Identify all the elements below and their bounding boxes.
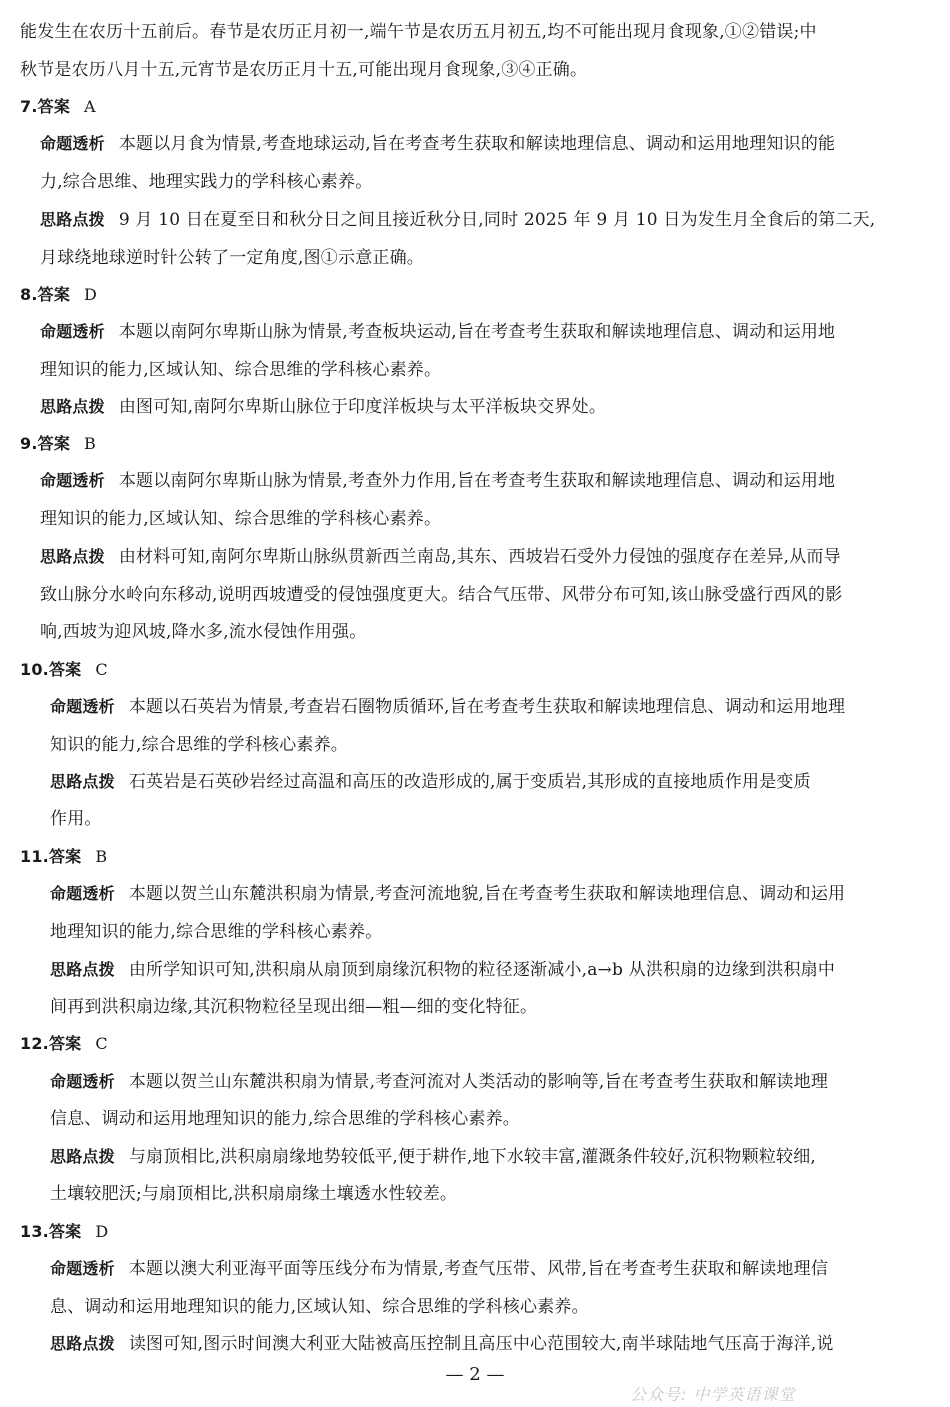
answer-value: D — [95, 1222, 109, 1241]
analysis-line — [50, 1259, 828, 1279]
answer-value: A — [84, 97, 96, 116]
answer-label: 答案 — [48, 847, 82, 866]
hint-line: 致山脉分水岭向东移动,说明西坡遭受的侵蚀强度更大。结合气压带、风带分布可知,该山脉受盛行西风的影 — [40, 585, 843, 605]
hint-line: 响,西坡为迎风坡,降水多,流水侵蚀作用强。 — [40, 622, 367, 642]
analysis-label: 命题透析 — [40, 322, 105, 341]
answer-value: D — [84, 285, 98, 304]
answer-value: C — [95, 660, 108, 679]
analysis-line — [40, 322, 835, 342]
analysis-line: 信息、调动和运用地理知识的能力,综合思维的学科核心素养。 — [50, 1109, 521, 1129]
analysis-line: 知识的能力,综合思维的学科核心素养。 — [50, 735, 349, 755]
analysis-line — [50, 697, 845, 717]
analysis-text: 本题以贺兰山东麓洪积扇为情景,考查河流地貌,旨在考查考生获取和解读地理信息、调动和运用 — [128, 884, 846, 904]
hint-text: 由材料可知,南阿尔卑斯山脉纵贯新西兰南岛,其东、西坡岩石受外力侵蚀的强度存在差异,从而导 — [118, 547, 841, 567]
hint-text: 由图可知,南阿尔卑斯山脉位于印度洋板块与太平洋板块交界处。 — [118, 397, 607, 417]
hint-label: 思路点拨 — [50, 960, 115, 979]
answer-label: 答案 — [48, 660, 82, 679]
question-13-header — [20, 1222, 108, 1242]
hint-label: 思路点拨 — [40, 210, 105, 229]
analysis-label: 命题透析 — [50, 1259, 115, 1278]
analysis-line: 力,综合思维、地理实践力的学科核心素养。 — [40, 172, 373, 192]
hint-line: 间再到洪积扇边缘,其沉积物粒径呈现出细—粗—细的变化特征。 — [50, 997, 538, 1017]
question-number: 8. — [20, 285, 38, 304]
analysis-text: 本题以贺兰山东麓洪积扇为情景,考查河流对人类活动的影响等,旨在考查考生获取和解读地理 — [128, 1072, 829, 1092]
answer-value: B — [84, 434, 96, 453]
analysis-label: 命题透析 — [50, 1072, 115, 1091]
analysis-line — [50, 884, 845, 904]
hint-label: 思路点拨 — [40, 397, 105, 416]
analysis-text: 本题以石英岩为情景,考查岩石圈物质循环,旨在考查考生获取和解读地理信息、调动和运用地理 — [128, 697, 846, 717]
answer-label: 答案 — [37, 285, 71, 304]
intro-line: 能发生在农历十五前后。春节是农历正月初一,端午节是农历五月初五,均不可能出现月食现象,①②错误;中 — [20, 22, 817, 42]
hint-label: 思路点拨 — [50, 772, 115, 791]
analysis-line: 理知识的能力,区域认知、综合思维的学科核心素养。 — [40, 360, 442, 380]
hint-text: 与扇顶相比,洪积扇扇缘地势较低平,便于耕作,地下水较丰富,灌溉条件较好,沉积物颗粒较细, — [128, 1147, 817, 1167]
question-number: 13. — [20, 1222, 49, 1241]
hint-line — [40, 547, 841, 567]
hint-text: 读图可知,图示时间澳大利亚大陆被高压控制且高压中心范围较大,南半球陆地气压高于海洋,说 — [128, 1334, 834, 1354]
hint-text: 由所学知识可知,洪积扇从扇顶到扇缘沉积物的粒径逐渐减小,a→b 从洪积扇的边缘到洪积扇中 — [128, 960, 836, 980]
answer-value: C — [95, 1034, 108, 1053]
analysis-text: 本题以月食为情景,考查地球运动,旨在考查考生获取和解读地理信息、调动和运用地理知识的能 — [118, 134, 836, 154]
analysis-label: 命题透析 — [40, 134, 105, 153]
question-12-header — [20, 1034, 108, 1054]
question-number: 11. — [20, 847, 49, 866]
hint-label: 思路点拨 — [50, 1334, 115, 1353]
analysis-label: 命题透析 — [50, 884, 115, 903]
answer-label: 答案 — [48, 1222, 82, 1241]
hint-text: 9 月 10 日在夏至日和秋分日之间且接近秋分日,同时 2025 年 9 月 10 日为发生月全食后的第二天, — [118, 210, 876, 230]
analysis-text: 本题以澳大利亚海平面等压线分布为情景,考查气压带、风带,旨在考查考生获取和解读地理信 — [128, 1259, 829, 1279]
analysis-line — [40, 471, 835, 491]
hint-line — [50, 772, 811, 792]
answer-value: B — [95, 847, 108, 866]
analysis-text: 本题以南阿尔卑斯山脉为情景,考查外力作用,旨在考查考生获取和解读地理信息、调动和运用地 — [118, 471, 836, 491]
hint-line — [50, 1334, 834, 1354]
hint-label: 思路点拨 — [50, 1147, 115, 1166]
answer-label: 答案 — [37, 434, 71, 453]
analysis-line — [40, 134, 835, 154]
hint-line — [40, 210, 875, 230]
question-9-header — [20, 434, 96, 454]
analysis-text: 本题以南阿尔卑斯山脉为情景,考查板块运动,旨在考查考生获取和解读地理信息、调动和运用地 — [118, 322, 836, 342]
hint-line: 作用。 — [50, 809, 102, 829]
intro-line: 秋节是农历八月十五,元宵节是农历正月十五,可能出现月食现象,③④正确。 — [20, 60, 588, 80]
hint-label: 思路点拨 — [40, 547, 105, 566]
analysis-line — [50, 1072, 828, 1092]
analysis-label: 命题透析 — [50, 697, 115, 716]
page-number: — 2 — — [445, 1364, 505, 1385]
analysis-line: 地理知识的能力,综合思维的学科核心素养。 — [50, 922, 383, 942]
hint-line: 月球绕地球逆时针公转了一定角度,图①示意正确。 — [40, 248, 425, 268]
hint-line — [40, 397, 606, 417]
analysis-line: 息、调动和运用地理知识的能力,区域认知、综合思维的学科核心素养。 — [50, 1297, 589, 1317]
answer-label: 答案 — [37, 97, 71, 116]
question-7-header — [20, 97, 96, 117]
hint-line — [50, 960, 835, 980]
question-number: 9. — [20, 434, 38, 453]
analysis-label: 命题透析 — [40, 471, 105, 490]
question-11-header — [20, 847, 107, 867]
hint-line — [50, 1147, 816, 1167]
analysis-line: 理知识的能力,区域认知、综合思维的学科核心素养。 — [40, 509, 442, 529]
hint-line: 土壤较肥沃;与扇顶相比,洪积扇扇缘土壤透水性较差。 — [50, 1184, 458, 1204]
question-number: 12. — [20, 1034, 49, 1053]
question-8-header — [20, 285, 97, 305]
question-number: 10. — [20, 660, 49, 679]
hint-text: 石英岩是石英砂岩经过高温和高压的改造形成的,属于变质岩,其形成的直接地质作用是变质 — [128, 772, 811, 792]
question-number: 7. — [20, 97, 38, 116]
answer-label: 答案 — [48, 1034, 82, 1053]
watermark: 公众号: 中学英语课堂 — [630, 1385, 796, 1404]
question-10-header — [20, 660, 108, 680]
